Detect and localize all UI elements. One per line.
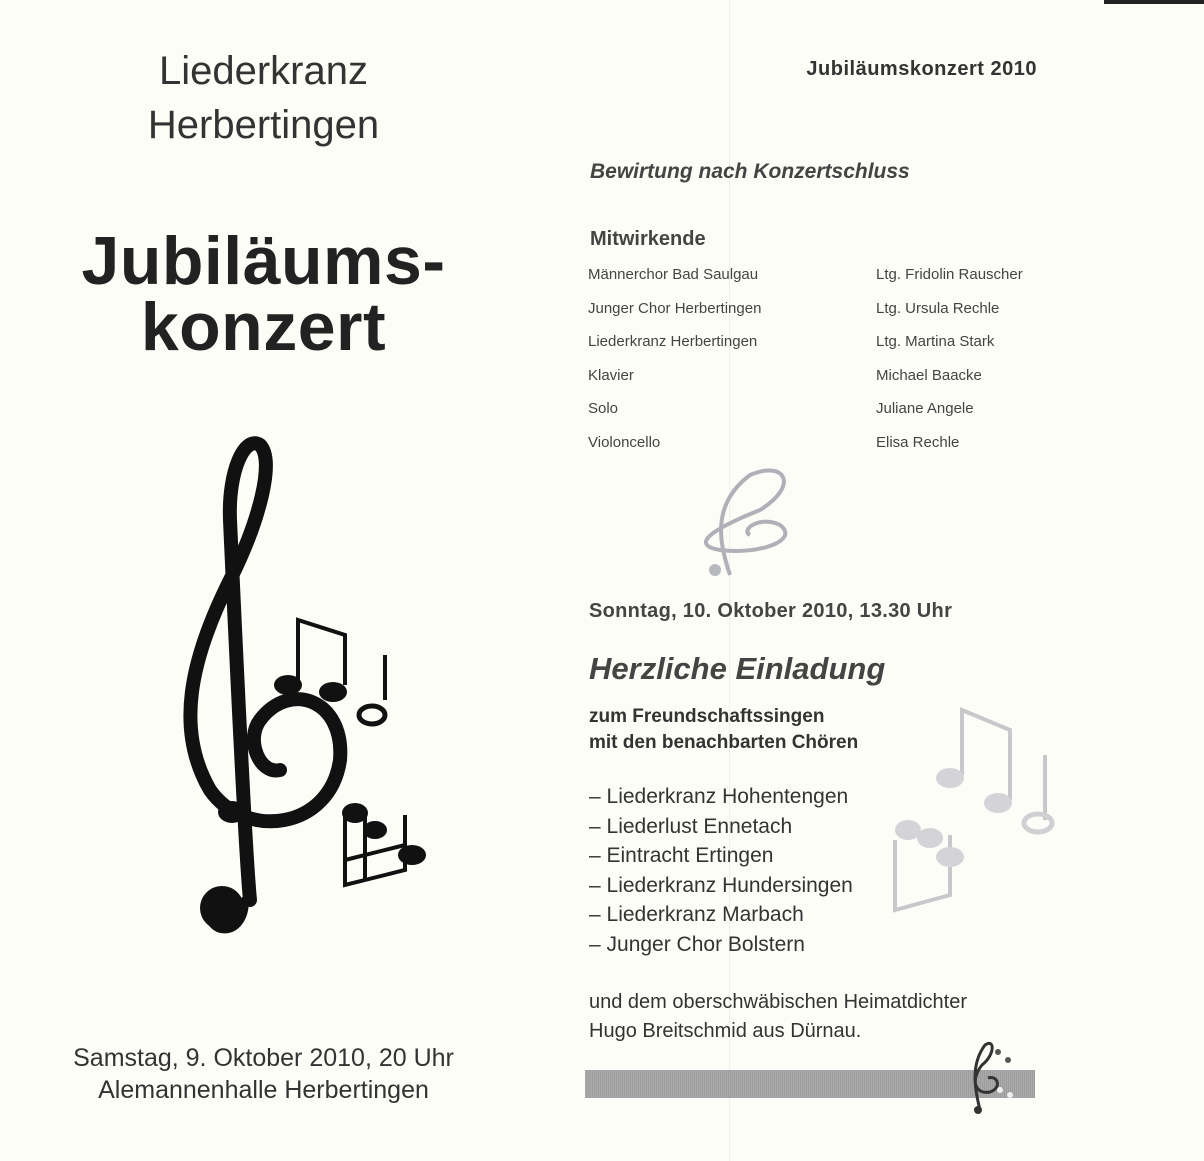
choir-item: – Liederkranz Hohentengen	[589, 785, 849, 808]
participant-group: Männerchor Bad Saulgau	[588, 266, 759, 283]
participant-person: Elisa Rechle	[876, 434, 960, 451]
invite-line-1: zum Freundschaftssingen	[589, 706, 825, 727]
title-line-1: Jubiläums-	[81, 223, 446, 299]
invite-line-2: mit den benachbarten Chören	[589, 732, 859, 753]
participants-heading: Mitwirkende	[590, 228, 706, 250]
participant-person: Michael Baacke	[876, 367, 982, 384]
small-treble-clef-icon	[690, 465, 805, 585]
participant-group: Violoncello	[588, 434, 661, 451]
choir-item: – Liederlust Ennetach	[589, 815, 793, 838]
faded-music-notes-icon	[850, 700, 1065, 940]
organization-name	[0, 44, 527, 152]
org-line-1: Liederkranz	[158, 49, 368, 93]
catering-note: Bewirtung nach Konzertschluss	[590, 160, 910, 183]
choir-item: – Liederkranz Hundersingen	[589, 874, 853, 897]
choir-item: – Eintracht Ertingen	[589, 844, 774, 867]
closing-text	[589, 988, 967, 1046]
participant-person: Ltg. Ursula Rechle	[876, 300, 1000, 317]
choir-item: – Liederkranz Marbach	[589, 903, 804, 926]
treble-clef-with-notes-icon	[150, 430, 450, 950]
closing-line-2: Hugo Breitschmid aus Dürnau.	[589, 1020, 862, 1042]
participant-group: Liederkranz Herbertingen	[588, 333, 758, 350]
header-title: Jubiläumskonzert 2010	[806, 58, 1037, 80]
concert-info	[0, 1042, 527, 1106]
scan-edge	[1104, 0, 1204, 4]
mini-treble-clef-icon	[960, 1040, 1030, 1120]
choir-item: – Junger Chor Bolstern	[589, 933, 805, 956]
concert-date: Samstag, 9. Oktober 2010, 20 Uhr	[73, 1044, 454, 1072]
participant-person: Juliane Angele	[876, 400, 974, 417]
participant-group: Klavier	[588, 367, 634, 384]
sunday-date: Sonntag, 10. Oktober 2010, 13.30 Uhr	[589, 600, 953, 622]
invitation-subtitle	[589, 704, 858, 756]
participant-person: Ltg. Martina Stark	[876, 333, 995, 350]
concert-title	[0, 223, 527, 365]
concert-venue: Alemannenhalle Herbertingen	[98, 1076, 429, 1104]
invitation-heading: Herzliche Einladung	[589, 651, 886, 686]
closing-line-1: und dem oberschwäbischen Heimatdichter	[589, 991, 967, 1013]
participant-person: Ltg. Fridolin Rauscher	[876, 266, 1023, 283]
title-line-2: konzert	[140, 289, 387, 365]
participant-group: Solo	[588, 400, 619, 417]
participant-group: Junger Chor Herbertingen	[588, 300, 762, 317]
org-line-2: Herbertingen	[147, 103, 380, 147]
